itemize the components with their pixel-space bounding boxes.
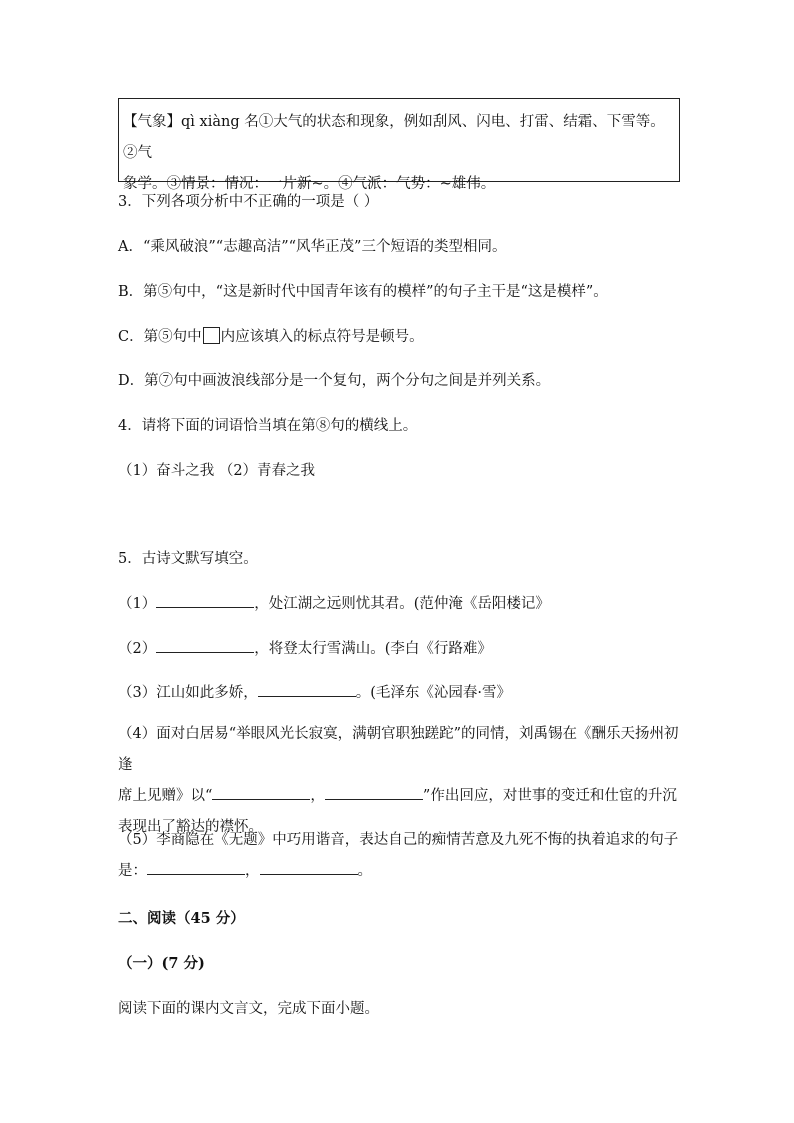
answer-blank[interactable] — [258, 682, 356, 697]
q5-item-2-num: （2） — [118, 641, 157, 657]
q5-item-3 — [118, 681, 511, 702]
q5-item-3-source: 。(毛泽东《沁园春·雪》 — [355, 685, 511, 701]
q5-item-5-line-1: （5）李商隐在《无题》中巧用谐音，表达自己的痴情苦意及九死不悔的执着追求的句子 — [118, 832, 679, 848]
q5-item-1 — [118, 592, 550, 613]
q5-item-2 — [118, 637, 492, 658]
q3-option-c-post: 内应该填入的标点符号是顿号。 — [220, 329, 424, 345]
q3-option-a: A．“乘风破浪”“志趣高洁”“风华正茂”三个短语的类型相同。 — [118, 239, 507, 255]
q3-option-d: D．第⑦句中画波浪线部分是一个复句，两个分句之间是并列关系。 — [118, 373, 551, 389]
answer-blank[interactable] — [156, 638, 254, 653]
q5-item-4-post: ”作出回应，对世事的变迁和仕宦的升沉 — [422, 788, 677, 804]
answer-blank[interactable] — [260, 860, 358, 875]
q5-item-4-comma: ， — [310, 788, 325, 804]
section-heading: 二、阅读（45 分） — [118, 910, 245, 927]
q5-item-5 — [118, 825, 684, 887]
answer-blank[interactable] — [212, 785, 310, 800]
q5-item-3-text: （3）江山如此多娇， — [118, 685, 258, 701]
q5-item-5-line-2 — [118, 856, 684, 887]
q5-item-4-line-1: （4）面对白居易“举眼风光长寂寞，满朝官职独蹉跎”的同情，刘禹锡在《酬乐天扬州初逢 — [118, 726, 679, 773]
q4-stem: 4．请将下面的词语恰当填在第⑧句的横线上。 — [118, 418, 418, 434]
q3-option-c — [118, 325, 424, 346]
q5-stem: 5．古诗文默写填空。 — [118, 551, 258, 567]
q5-item-1-text: ，处江湖之远则忧其君。(范仲淹《岳阳楼记》 — [254, 596, 550, 612]
definition-line-1: 【气象】qì xiàng 名①大气的状态和现象，例如刮风、闪电、打雷、结霜、下雪等。②气 — [123, 114, 665, 161]
q5-item-5-end: 。 — [357, 863, 372, 879]
punctuation-box — [203, 327, 220, 344]
answer-blank[interactable] — [325, 785, 423, 800]
q5-item-1-num: （1） — [118, 596, 157, 612]
q5-item-5-pre: 是： — [118, 863, 147, 879]
q5-item-4-pre: 席上见赠》以“ — [118, 788, 213, 804]
q5-item-2-text: ，将登太行雪满山。(李白《行路难》 — [254, 641, 492, 657]
q3-option-c-pre: C．第⑤句中 — [118, 329, 202, 345]
answer-blank[interactable] — [156, 593, 254, 608]
definition-line-2: 象学。③情景：情况：一片新~。④气派：气势：~雄伟。 — [123, 176, 496, 192]
q5-item-4-line-2 — [118, 781, 684, 812]
q3-stem: 3．下列各项分析中不正确的一项是（ ） — [118, 194, 379, 210]
q5-item-5-comma: ， — [245, 863, 260, 879]
subsection-heading: （一）(7 分) — [118, 955, 205, 972]
answer-blank[interactable] — [147, 860, 245, 875]
q5-item-4-line-3: 表现出了豁达的襟怀。 — [118, 819, 263, 835]
reading-instruction: 阅读下面的课内文言文，完成下面小题。 — [118, 1001, 379, 1017]
definition-box — [118, 98, 680, 192]
q3-option-b: B．第⑤句中，“这是新时代中国青年该有的模样”的句子主干是“这是模样”。 — [118, 284, 608, 300]
q4-options: （1）奋斗之我 （2）青春之我 — [118, 463, 316, 479]
